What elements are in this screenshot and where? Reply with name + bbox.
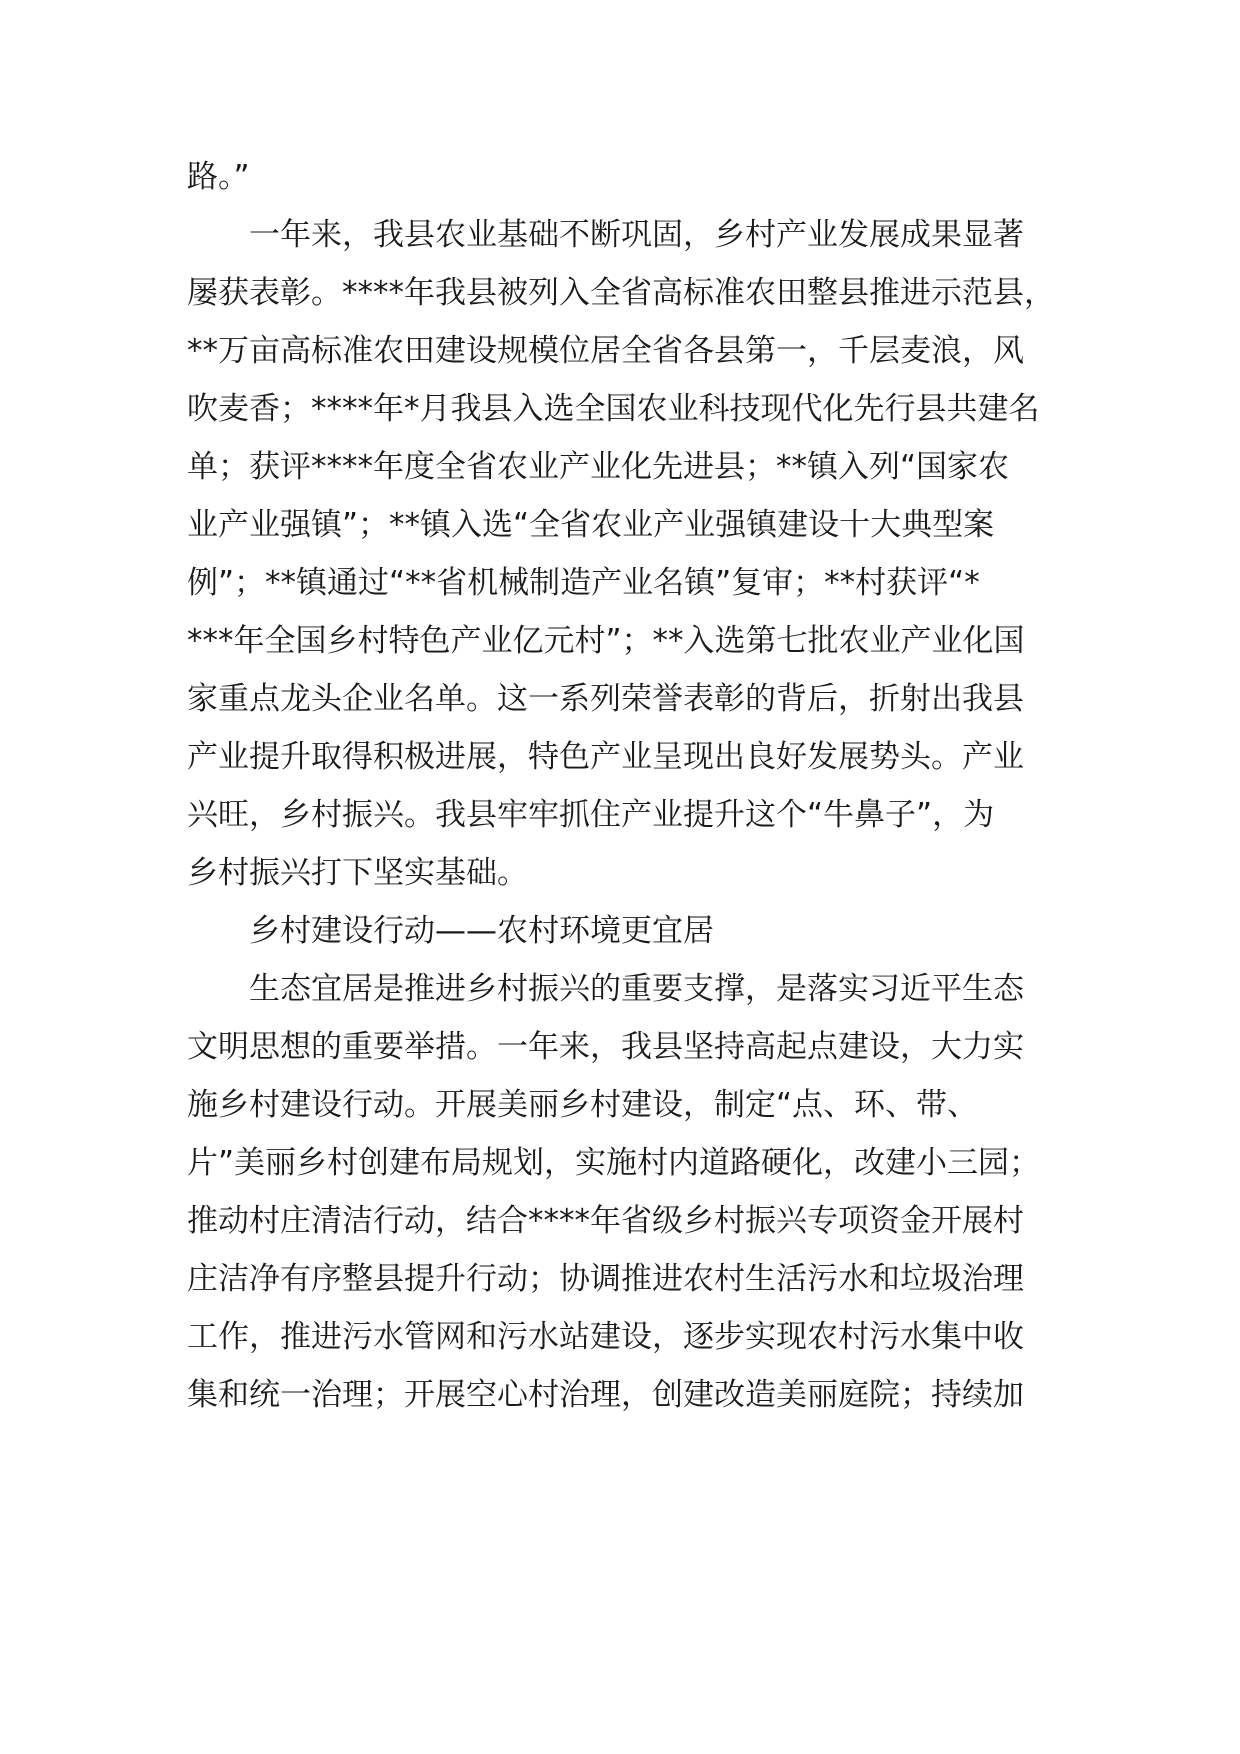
section-heading: 乡村建设行动——农村环境更宜居 — [187, 913, 714, 949]
text-line: **万亩高标准农田建设规模位居全省各县第一，千层麦浪，风 — [187, 333, 1024, 369]
text-line: 屡获表彰。****年我县被列入全省高标准农田整县推进示范县， — [187, 275, 1055, 311]
text-line: 推动村庄清洁行动，结合****年省级乡村振兴专项资金开展村 — [187, 1203, 1024, 1239]
text-line: 产业提升取得积极进展，特色产业呈现出良好发展势头。产业 — [187, 739, 1024, 775]
text-line: 乡村振兴打下坚实基础。 — [187, 855, 528, 891]
text-line: 例”；**镇通过“**省机械制造产业名镇”复审；**村获评“* — [187, 565, 980, 601]
text-line: 文明思想的重要举措。一年来，我县坚持高起点建设，大力实 — [187, 1029, 1024, 1065]
text-line: 路。” — [187, 159, 250, 195]
text-line: 片”美丽乡村创建布局规划，实施村内道路硬化，改建小三园； — [187, 1145, 1041, 1181]
text-line: 业产业强镇”；**镇入选“全省农业产业强镇建设十大典型案 — [187, 507, 995, 543]
text-line: 一年来，我县农业基础不断巩固，乡村产业发展成果显著 — [187, 217, 1024, 253]
text-line: 集和统一治理；开展空心村治理，创建改造美丽庭院；持续加 — [187, 1377, 1024, 1413]
text-line: 单；获评****年度全省农业产业化先进县；**镇入列“国家农 — [187, 449, 1010, 485]
text-line: 工作，推进污水管网和污水站建设，逐步实现农村污水集中收 — [187, 1319, 1024, 1355]
text-line: 生态宜居是推进乡村振兴的重要支撑，是落实习近平生态 — [187, 971, 1024, 1007]
text-line: 兴旺，乡村振兴。我县牢牢抓住产业提升这个“牛鼻子”，为 — [187, 797, 995, 833]
text-line: 吹麦香；****年*月我县入选全国农业科技现代化先行县共建名 — [187, 391, 1040, 427]
text-line: 施乡村建设行动。开展美丽乡村建设，制定“点、环、带、 — [187, 1087, 979, 1123]
text-line: 家重点龙头企业名单。这一系列荣誉表彰的背后，折射出我县 — [187, 681, 1024, 717]
text-line: 庄洁净有序整县提升行动；协调推进农村生活污水和垃圾治理 — [187, 1261, 1024, 1297]
text-line: ***年全国乡村特色产业亿元村”；**入选第七批农业产业化国 — [187, 623, 1025, 659]
